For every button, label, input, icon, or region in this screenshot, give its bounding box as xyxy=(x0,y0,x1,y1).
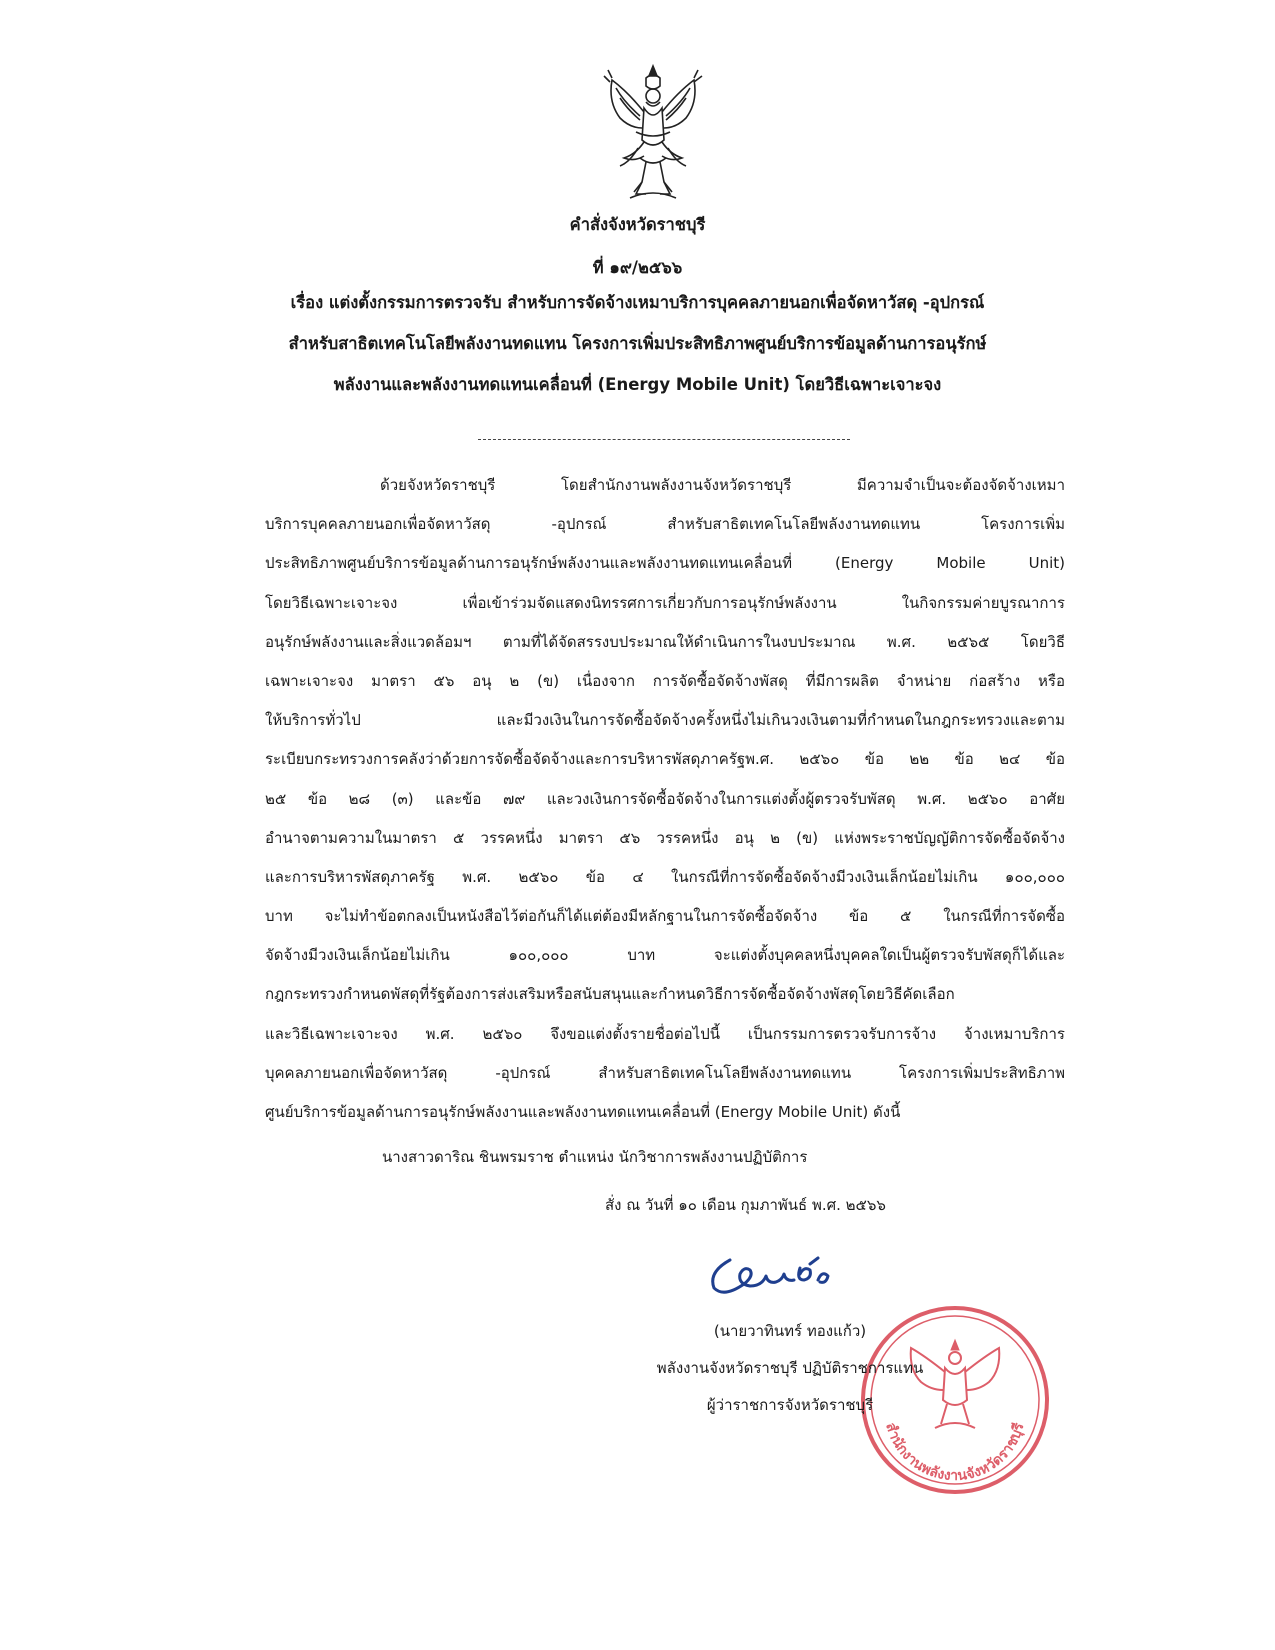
subject-block xyxy=(180,282,1095,405)
body-line: ๒๕ ข้อ ๒๘ (๓) และข้อ ๗๙ และวงเงินการจัดซื้อจัดจ้างในการแต่งตั้งผู้ตรวจรับพัสดุ พ.ศ. ๒๕๖๐ อาศัย xyxy=(265,789,1065,808)
body-line: จัดจ้างมีวงเงินเล็กน้อยไม่เกิน ๑๐๐,๐๐๐ บาท จะแต่งตั้งบุคคลหนึ่งบุคคลใดเป็นผู้ตรวจรับพัสดุก็ได้และ xyxy=(265,946,1065,965)
body-line: อนุรักษ์พลังงานและสิ่งแวดล้อมฯ ตามที่ได้จัดสรรงบประมาณให้ดำเนินการในงบประมาณ พ.ศ. ๒๕๖๕ โดยวิธี xyxy=(265,632,1065,651)
body-line: และวิธีเฉพาะเจาะจง พ.ศ. ๒๕๖๐ จึงขอแต่งตั้งรายชื่อต่อไปนี้ เป็นกรรมการตรวจรับการจ้าง จ้างเหมาบริการ xyxy=(265,1024,1065,1043)
garuda-emblem-icon xyxy=(600,62,706,204)
body-line: เฉพาะเจาะจง มาตรา ๕๖ อนุ ๒ (ข) เนื่องจาก การจัดซื้อจัดจ้างพัสดุ ที่มีการผลิต จำหน่าย ก่อสร้าง หรือ xyxy=(265,671,1065,690)
subject-line: เรื่อง แต่งตั้งกรรมการตรวจรับ สำหรับการจัดจ้างเหมาบริการบุคคลภายนอกเพื่อจัดหาวัสดุ -อุปกรณ์ xyxy=(290,293,985,312)
body-line: บุคคลภายนอกเพื่อจัดหาวัสดุ -อุปกรณ์ สำหรับสาธิตเทคโนโลยีพลังงานทดแทน โครงการเพิ่มประสิทธิภาพ xyxy=(265,1063,1065,1082)
body-line: อำนาจตามความในมาตรา ๕ วรรคหนึ่ง มาตรา ๕๖ วรรคหนึ่ง อนุ ๒ (ข) แห่งพระราชบัญญัติการจัดซื้อจัดจ้าง xyxy=(265,828,1065,847)
order-title: คำสั่งจังหวัดราชบุรี xyxy=(569,215,706,234)
signatory-name: (นายวาทินทร์ ทองแก้ว) xyxy=(713,1322,867,1340)
committee-member: นางสาวดาริณ ชินพรมราช ตำแหน่ง นักวิชาการพลังงานปฏิบัติการ xyxy=(382,1148,808,1166)
subject-line: พลังงานและพลังงานทดแทนเคลื่อนที่ (Energy Mobile Unit) โดยวิธีเฉพาะเจาะจง xyxy=(333,375,942,394)
body-text xyxy=(265,466,1065,1132)
body-line: ด้วยจังหวัดราชบุรี โดยสำนักงานพลังงานจังหวัดราชบุรี มีความจำเป็นจะต้องจัดจ้างเหมา xyxy=(380,476,1065,494)
body-line: บาท จะไม่ทำข้อตกลงเป็นหนังสือไว้ต่อกันก็ได้แต่ต้องมีหลักฐานในการจัดซื้อจัดจ้าง ข้อ ๕ ในกรณีที่การจัดซื้อ xyxy=(265,907,1065,926)
order-number: ที่ ๑๙/๒๕๖๖ xyxy=(592,258,683,277)
signatory-block xyxy=(620,1313,960,1424)
signatory-position: ผู้ว่าราชการจังหวัดราชบุรี xyxy=(706,1396,874,1414)
divider xyxy=(478,439,850,440)
seal-text: สำนักงานพลังงานจังหวัดราชบุรี xyxy=(882,1420,1028,1485)
signatory-position: พลังงานจังหวัดราชบุรี ปฏิบัติราชการแทน xyxy=(656,1359,924,1377)
body-line: ประสิทธิภาพศูนย์บริการข้อมูลด้านการอนุรักษ์พลังงานและพลังงานทดแทนเคลื่อนที่ (Energy Mobile Unit) xyxy=(265,554,1065,573)
body-line: กฎกระทรวงกำหนดพัสดุที่รัฐต้องการส่งเสริมหรือสนับสนุนและกำหนดวิธีการจัดซื้อจัดจ้างพัสดุโดยวิธีคัดเลือก xyxy=(265,985,955,1004)
body-line: และการบริหารพัสดุภาครัฐ พ.ศ. ๒๕๖๐ ข้อ ๔ ในกรณีที่การจัดซื้อจัดจ้างมีวงเงินเล็กน้อยไม่เกิน ๑๐๐,๐๐๐ xyxy=(265,867,1065,886)
body-line: ระเบียบกระทรวงการคลังว่าด้วยการจัดซื้อจัดจ้างและการบริหารพัสดุภาครัฐพ.ศ. ๒๕๖๐ ข้อ ๒๒ ข้อ ๒๔ ข้อ xyxy=(265,750,1065,769)
body-line: ศูนย์บริการข้อมูลด้านการอนุรักษ์พลังงานและพลังงานทดแทนเคลื่อนที่ (Energy Mobile Unit) ดังนี้ xyxy=(265,1103,901,1121)
body-line: โดยวิธีเฉพาะเจาะจง เพื่อเข้าร่วมจัดแสดงนิทรรศการเกี่ยวกับการอนุรักษ์พลังงาน ในกิจกรรมค่ายบูรณาการ xyxy=(265,593,1065,612)
body-line: บริการบุคคลภายนอกเพื่อจัดหาวัสดุ -อุปกรณ์ สำหรับสาธิตเทคโนโลยีพลังงานทดแทน โครงการเพิ่ม xyxy=(265,515,1065,534)
subject-line: สำหรับสาธิตเทคโนโลยีพลังงานทดแทน โครงการเพิ่มประสิทธิภาพศูนย์บริการข้อมูลด้านการอนุรักษ์ xyxy=(288,334,987,353)
body-line: ให้บริการทั่วไป และมีวงเงินในการจัดซื้อจัดจ้างครั้งหนึ่งไม่เกินวงเงินตามที่กำหนดในกฎกระทรวงและตาม xyxy=(265,711,1065,730)
order-date: สั่ง ณ วันที่ ๑๐ เดือน กุมภาพันธ์ พ.ศ. ๒๕๖๖ xyxy=(605,1196,886,1214)
signature-icon xyxy=(700,1240,850,1310)
